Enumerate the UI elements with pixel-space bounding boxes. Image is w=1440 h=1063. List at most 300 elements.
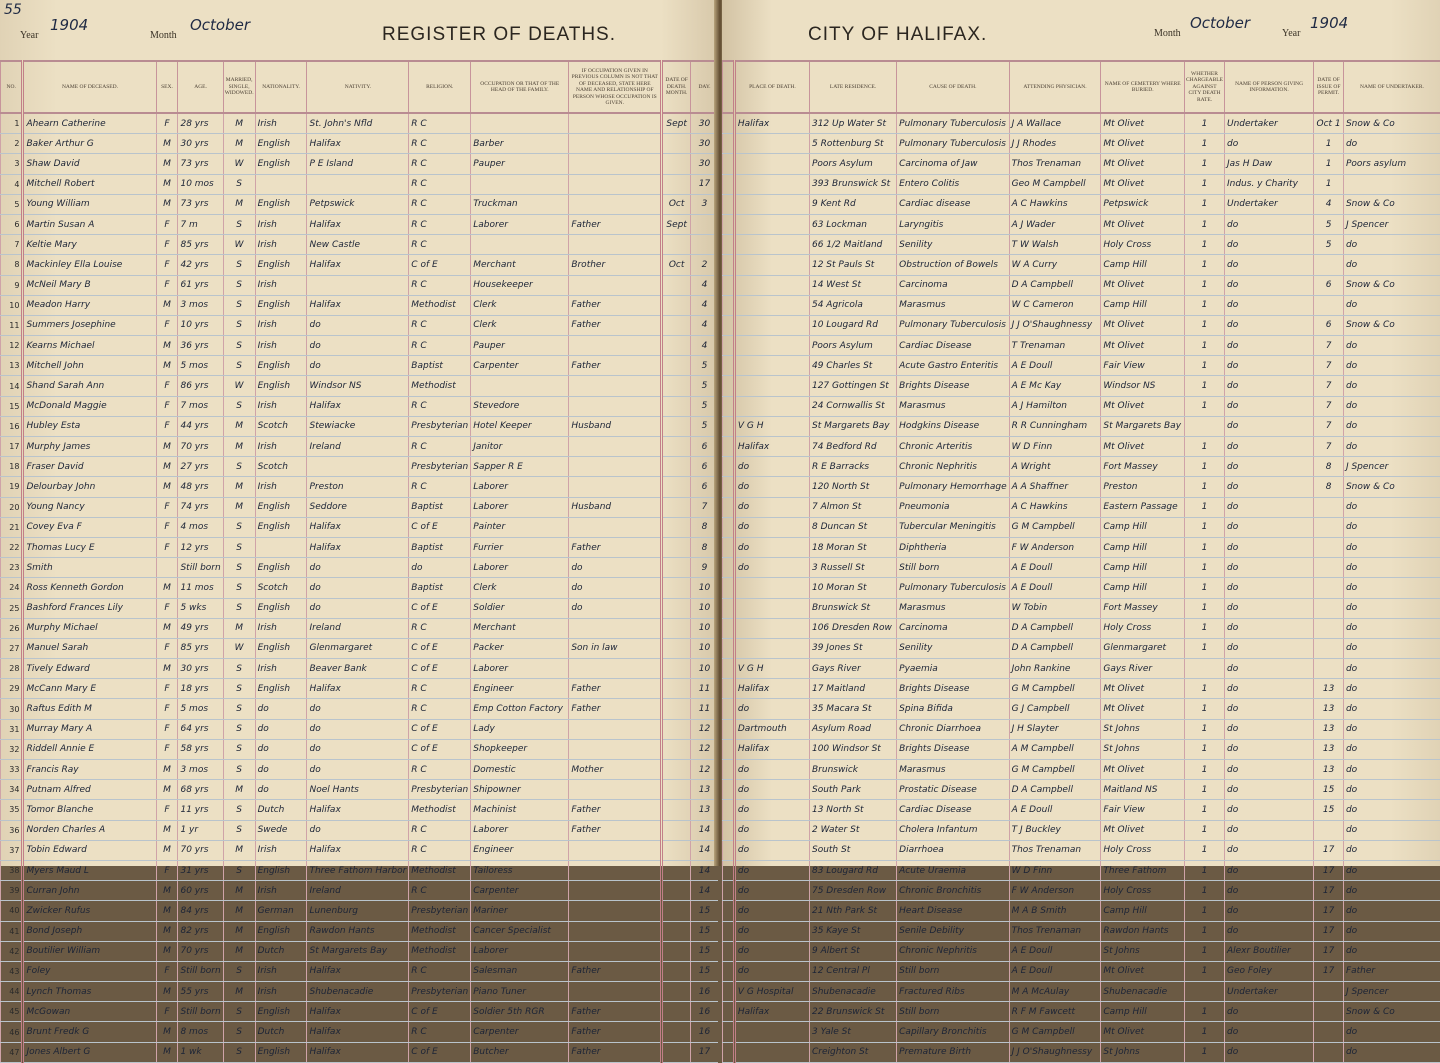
cell-informant: do xyxy=(1224,860,1313,880)
cell-occupation: Sapper R E xyxy=(471,457,569,477)
cell-religion: R C xyxy=(409,134,471,154)
cell-permit xyxy=(1314,820,1344,840)
cell-undertaker: do xyxy=(1343,396,1440,416)
cell-name: Francis Ray xyxy=(23,760,156,780)
cell-undertaker: do xyxy=(1343,376,1440,396)
cell-religion: C of E xyxy=(409,659,471,679)
entry-row-continued xyxy=(723,679,1440,699)
col-age: AGE. xyxy=(178,61,223,113)
right-month-label: Month xyxy=(1154,28,1181,39)
cell-religion: R C xyxy=(409,961,471,981)
entry-row-continued xyxy=(723,336,1440,356)
cell-status: S xyxy=(223,860,255,880)
cell-blank xyxy=(723,860,735,880)
cell-day: 10 xyxy=(690,598,718,618)
cell-cause: Heart Disease xyxy=(897,901,1009,921)
entry-row xyxy=(1,1002,719,1022)
col-name: NAME OF DECEASED. xyxy=(23,61,156,113)
cell-informant: do xyxy=(1224,537,1313,557)
cell-chargeable: 1 xyxy=(1185,537,1225,557)
entry-row-continued xyxy=(723,961,1440,981)
cell-no: 1 xyxy=(1,113,23,134)
cell-month xyxy=(662,437,691,457)
cell-place xyxy=(734,214,809,234)
cell-cause: Senility xyxy=(897,235,1009,255)
cell-nationality: do xyxy=(255,760,307,780)
cell-place xyxy=(734,618,809,638)
cell-nativity: do xyxy=(307,699,409,719)
cell-religion: R C xyxy=(409,760,471,780)
cell-cause: Cardiac Disease xyxy=(897,800,1009,820)
entry-row xyxy=(1,800,719,820)
cell-undertaker: do xyxy=(1343,780,1440,800)
cell-place: do xyxy=(734,760,809,780)
cell-month xyxy=(662,780,691,800)
cell-informant: do xyxy=(1224,336,1313,356)
cell-status: S xyxy=(223,255,255,275)
cell-permit xyxy=(1314,659,1344,679)
cell-nationality: English xyxy=(255,295,307,315)
cell-nativity: Halifax xyxy=(307,961,409,981)
cell-age: 5 mos xyxy=(178,356,223,376)
cell-informant: do xyxy=(1224,255,1313,275)
cell-status: S xyxy=(223,174,255,194)
cell-nationality: Dutch xyxy=(255,1022,307,1042)
cell-permit: 4 xyxy=(1314,194,1344,214)
cell-nativity: do xyxy=(307,356,409,376)
cell-age: 36 yrs xyxy=(178,336,223,356)
right-month-value: October xyxy=(1190,14,1250,32)
cell-status: M xyxy=(223,921,255,941)
cell-month xyxy=(662,396,691,416)
cell-nativity: Three Fathom Harbor xyxy=(307,860,409,880)
cell-nativity: Shubenacadie xyxy=(307,982,409,1002)
cell-undertaker: do xyxy=(1343,1042,1440,1062)
entry-row xyxy=(1,659,719,679)
cell-age: Still born xyxy=(178,558,223,578)
cell-chargeable: 1 xyxy=(1185,578,1225,598)
cell-religion: Presbyterian xyxy=(409,982,471,1002)
cell-informant: do xyxy=(1224,659,1313,679)
cell-physician: F W Anderson xyxy=(1009,881,1101,901)
entry-row xyxy=(1,537,719,557)
cell-age: 5 wks xyxy=(178,598,223,618)
cell-age: 44 yrs xyxy=(178,416,223,436)
cell-cause: Marasmus xyxy=(897,760,1009,780)
cell-residence: 106 Dresden Row xyxy=(809,618,896,638)
cell-chargeable: 1 xyxy=(1185,214,1225,234)
cell-name: Young Nancy xyxy=(23,497,156,517)
cell-residence: 49 Charles St xyxy=(809,356,896,376)
cell-relation: Father xyxy=(569,800,662,820)
cell-chargeable: 1 xyxy=(1185,336,1225,356)
cell-relation xyxy=(569,941,662,961)
cell-religion: Presbyterian xyxy=(409,416,471,436)
entry-row xyxy=(1,194,719,214)
cell-cause: Acute Gastro Enteritis xyxy=(897,356,1009,376)
cell-residence: 35 Macara St xyxy=(809,699,896,719)
cell-cause: Pulmonary Tuberculosis xyxy=(897,134,1009,154)
cell-place: do xyxy=(734,780,809,800)
cell-chargeable: 1 xyxy=(1185,194,1225,214)
cell-occupation: Barber xyxy=(471,134,569,154)
cell-residence: 63 Lockman xyxy=(809,214,896,234)
cell-residence: 9 Albert St xyxy=(809,941,896,961)
cell-occupation: Carpenter xyxy=(471,356,569,376)
cell-no: 27 xyxy=(1,638,23,658)
entry-row xyxy=(1,1022,719,1042)
cell-no: 15 xyxy=(1,396,23,416)
cell-place: do xyxy=(734,860,809,880)
cell-undertaker: do xyxy=(1343,638,1440,658)
cell-sex: M xyxy=(156,618,178,638)
cell-place xyxy=(734,134,809,154)
cell-permit: 6 xyxy=(1314,275,1344,295)
cell-chargeable: 1 xyxy=(1185,517,1225,537)
cell-relation xyxy=(569,477,662,497)
entry-row-continued xyxy=(723,477,1440,497)
cell-religion: R C xyxy=(409,699,471,719)
cell-age: 3 mos xyxy=(178,760,223,780)
cell-status: M xyxy=(223,901,255,921)
cell-residence: 3 Yale St xyxy=(809,1022,896,1042)
col-cause: CAUSE OF DEATH. xyxy=(897,61,1009,113)
entry-row xyxy=(1,255,719,275)
cell-place xyxy=(734,376,809,396)
cell-occupation xyxy=(471,235,569,255)
cell-informant: do xyxy=(1224,1042,1313,1062)
cell-blank xyxy=(723,437,735,457)
entry-row xyxy=(1,154,719,174)
cell-place xyxy=(734,174,809,194)
cell-cause: Spina Bifida xyxy=(897,699,1009,719)
cell-cause: Brights Disease xyxy=(897,739,1009,759)
cell-name: Mitchell Robert xyxy=(23,174,156,194)
city-title: CITY OF HALIFAX. xyxy=(808,24,987,46)
cell-name: Manuel Sarah xyxy=(23,638,156,658)
cell-residence: R E Barracks xyxy=(809,457,896,477)
cell-sex: M xyxy=(156,659,178,679)
cell-occupation: Laborer xyxy=(471,497,569,517)
col-residence: LATE RESIDENCE. xyxy=(809,61,896,113)
cell-religion: R C xyxy=(409,477,471,497)
cell-age: 12 yrs xyxy=(178,537,223,557)
cell-month xyxy=(662,154,691,174)
cell-residence: Asylum Road xyxy=(809,719,896,739)
cell-chargeable: 1 xyxy=(1185,820,1225,840)
cell-status: S xyxy=(223,1002,255,1022)
cell-nationality: Scotch xyxy=(255,578,307,598)
cell-chargeable: 1 xyxy=(1185,941,1225,961)
cell-nationality: Scotch xyxy=(255,416,307,436)
cell-chargeable: 1 xyxy=(1185,638,1225,658)
cell-chargeable: 1 xyxy=(1185,618,1225,638)
cell-sex: M xyxy=(156,134,178,154)
left-entries xyxy=(1,113,719,1062)
cell-day: 16 xyxy=(690,1002,718,1022)
cell-age: 42 yrs xyxy=(178,255,223,275)
cell-cemetery: Shubenacadie xyxy=(1101,982,1185,1002)
cell-sex: F xyxy=(156,537,178,557)
cell-age: 85 yrs xyxy=(178,235,223,255)
cell-cemetery: Mt Olivet xyxy=(1101,820,1185,840)
cell-physician: A E Mc Kay xyxy=(1009,376,1101,396)
cell-name: Murray Mary A xyxy=(23,719,156,739)
cell-permit xyxy=(1314,537,1344,557)
cell-permit: 17 xyxy=(1314,881,1344,901)
cell-physician: W D Finn xyxy=(1009,860,1101,880)
cell-relation xyxy=(569,780,662,800)
cell-cause: Pyaemia xyxy=(897,659,1009,679)
cell-day: 11 xyxy=(690,679,718,699)
cell-status: S xyxy=(223,739,255,759)
cell-blank xyxy=(723,416,735,436)
left-column-headers xyxy=(1,61,719,113)
cell-residence: 10 Lougard Rd xyxy=(809,315,896,335)
cell-name: Bond Joseph xyxy=(23,921,156,941)
page-number: 55 xyxy=(4,2,22,18)
cell-nationality: Irish xyxy=(255,235,307,255)
cell-status: M xyxy=(223,941,255,961)
cell-physician: M A B Smith xyxy=(1009,901,1101,921)
cell-undertaker: do xyxy=(1343,760,1440,780)
cell-undertaker: do xyxy=(1343,255,1440,275)
cell-day: 5 xyxy=(690,416,718,436)
cell-cause: Chronic Nephritis xyxy=(897,941,1009,961)
cell-chargeable: 1 xyxy=(1185,1042,1225,1062)
cell-physician: J J Rhodes xyxy=(1009,134,1101,154)
entry-row xyxy=(1,780,719,800)
cell-nativity: Halifax xyxy=(307,1002,409,1022)
cell-age: 5 mos xyxy=(178,699,223,719)
cell-nationality: Irish xyxy=(255,396,307,416)
cell-place: do xyxy=(734,537,809,557)
cell-nationality: Irish xyxy=(255,982,307,1002)
cell-undertaker: do xyxy=(1343,578,1440,598)
cell-undertaker: Snow & Co xyxy=(1343,194,1440,214)
cell-day: 10 xyxy=(690,659,718,679)
cell-day: 16 xyxy=(690,1022,718,1042)
cell-undertaker: do xyxy=(1343,860,1440,880)
cell-sex: F xyxy=(156,376,178,396)
cell-day: 15 xyxy=(690,961,718,981)
cell-cemetery: Holy Cross xyxy=(1101,618,1185,638)
cell-cause: Obstruction of Bowels xyxy=(897,255,1009,275)
cell-occupation: Laborer xyxy=(471,659,569,679)
cell-physician: J J O'Shaughnessy xyxy=(1009,315,1101,335)
cell-relation: do xyxy=(569,578,662,598)
cell-occupation: Carpenter xyxy=(471,1022,569,1042)
cell-residence: 12 St Pauls St xyxy=(809,255,896,275)
cell-name: Boutilier William xyxy=(23,941,156,961)
cell-chargeable: 1 xyxy=(1185,598,1225,618)
cell-cemetery: Mt Olivet xyxy=(1101,437,1185,457)
cell-cause: Capillary Bronchitis xyxy=(897,1022,1009,1042)
cell-blank xyxy=(723,719,735,739)
cell-place: do xyxy=(734,921,809,941)
cell-day: 5 xyxy=(690,376,718,396)
entry-row xyxy=(1,396,719,416)
cell-relation xyxy=(569,739,662,759)
cell-undertaker: Father xyxy=(1343,961,1440,981)
entry-row-continued xyxy=(723,315,1440,335)
cell-chargeable xyxy=(1185,982,1225,1002)
cell-permit xyxy=(1314,295,1344,315)
entry-row-continued xyxy=(723,437,1440,457)
cell-sex: M xyxy=(156,881,178,901)
cell-no: 8 xyxy=(1,255,23,275)
cell-religion: C of E xyxy=(409,1042,471,1062)
cell-relation xyxy=(569,618,662,638)
cell-undertaker: do xyxy=(1343,921,1440,941)
cell-sex: M xyxy=(156,941,178,961)
cell-relation xyxy=(569,235,662,255)
cell-day: 13 xyxy=(690,780,718,800)
cell-age: 85 yrs xyxy=(178,638,223,658)
cell-blank xyxy=(723,739,735,759)
cell-informant: do xyxy=(1224,800,1313,820)
cell-name: Lynch Thomas xyxy=(23,982,156,1002)
cell-nativity: Halifax xyxy=(307,800,409,820)
cell-place: do xyxy=(734,840,809,860)
cell-name: Thomas Lucy E xyxy=(23,537,156,557)
cell-chargeable: 1 xyxy=(1185,699,1225,719)
cell-place: do xyxy=(734,901,809,921)
cell-undertaker: do xyxy=(1343,941,1440,961)
cell-nativity: Glenmargaret xyxy=(307,638,409,658)
cell-informant: do xyxy=(1224,275,1313,295)
cell-religion: Methodist xyxy=(409,376,471,396)
cell-sex: M xyxy=(156,760,178,780)
cell-residence: 312 Up Water St xyxy=(809,113,896,134)
cell-name: McDonald Maggie xyxy=(23,396,156,416)
cell-religion: Presbyterian xyxy=(409,901,471,921)
cell-place: do xyxy=(734,941,809,961)
cell-chargeable: 1 xyxy=(1185,780,1225,800)
col-nativity: NATIVITY. xyxy=(307,61,409,113)
cell-name: Delourbay John xyxy=(23,477,156,497)
cell-informant: do xyxy=(1224,315,1313,335)
cell-nativity: Halifax xyxy=(307,1042,409,1062)
cell-month xyxy=(662,477,691,497)
cell-permit: 1 xyxy=(1314,174,1344,194)
cell-chargeable: 1 xyxy=(1185,295,1225,315)
col-relation: IF OCCUPATION GIVEN IN PREVIOUS COLUMN IS NOT THAT OF DECEASED, STATE HERE NAME AND RELATIONSHIP OF PERSON WHOSE OCCUPATION IS GIVEN. xyxy=(569,61,662,113)
entry-row xyxy=(1,941,719,961)
cell-status: W xyxy=(223,235,255,255)
cell-cause: Cardiac Disease xyxy=(897,336,1009,356)
cell-name: Mitchell John xyxy=(23,356,156,376)
cell-cause: Marasmus xyxy=(897,598,1009,618)
cell-nationality: Irish xyxy=(255,618,307,638)
cell-occupation: Merchant xyxy=(471,255,569,275)
cell-informant: do xyxy=(1224,699,1313,719)
cell-place: Halifax xyxy=(734,679,809,699)
cell-cause: Laryngitis xyxy=(897,214,1009,234)
cell-relation xyxy=(569,840,662,860)
cell-no: 37 xyxy=(1,840,23,860)
entry-row-continued xyxy=(723,901,1440,921)
cell-occupation: Mariner xyxy=(471,901,569,921)
cell-religion: R C xyxy=(409,154,471,174)
cell-place: Halifax xyxy=(734,113,809,134)
cell-occupation: Housekeeper xyxy=(471,275,569,295)
cell-occupation: Shipowner xyxy=(471,780,569,800)
cell-residence: 21 Nth Park St xyxy=(809,901,896,921)
cell-place xyxy=(734,356,809,376)
cell-nativity: Ireland xyxy=(307,437,409,457)
cell-no: 42 xyxy=(1,941,23,961)
cell-chargeable: 1 xyxy=(1185,840,1225,860)
entry-row xyxy=(1,113,719,134)
cell-religion: R C xyxy=(409,1022,471,1042)
cell-no: 25 xyxy=(1,598,23,618)
entry-row xyxy=(1,699,719,719)
cell-occupation: Furrier xyxy=(471,537,569,557)
entry-row xyxy=(1,275,719,295)
year-value: 1904 xyxy=(50,16,88,34)
entry-row-continued xyxy=(723,497,1440,517)
entry-row-continued xyxy=(723,174,1440,194)
cell-age: 7 mos xyxy=(178,396,223,416)
cell-day: 6 xyxy=(690,457,718,477)
cell-status: M xyxy=(223,437,255,457)
cell-chargeable: 1 xyxy=(1185,477,1225,497)
cell-religion: R C xyxy=(409,336,471,356)
cell-undertaker: do xyxy=(1343,558,1440,578)
cell-nativity: Petpswick xyxy=(307,194,409,214)
cell-cemetery: St Johns xyxy=(1101,941,1185,961)
entry-row xyxy=(1,921,719,941)
cell-undertaker: Snow & Co xyxy=(1343,315,1440,335)
cell-no: 20 xyxy=(1,497,23,517)
cell-month xyxy=(662,638,691,658)
cell-month: Oct xyxy=(662,194,691,214)
entry-row xyxy=(1,820,719,840)
cell-day: 12 xyxy=(690,739,718,759)
cell-residence: Creighton St xyxy=(809,1042,896,1062)
cell-sex: F xyxy=(156,113,178,134)
cell-sex: F xyxy=(156,275,178,295)
cell-undertaker: do xyxy=(1343,416,1440,436)
cell-place xyxy=(734,255,809,275)
cell-chargeable: 1 xyxy=(1185,275,1225,295)
cell-chargeable: 1 xyxy=(1185,1022,1225,1042)
entry-row-continued xyxy=(723,659,1440,679)
cell-permit: 17 xyxy=(1314,961,1344,981)
cell-occupation: Laborer xyxy=(471,941,569,961)
cell-relation: Husband xyxy=(569,416,662,436)
cell-religion: R C xyxy=(409,235,471,255)
cell-cemetery: Mt Olivet xyxy=(1101,113,1185,134)
entry-row xyxy=(1,638,719,658)
cell-informant: do xyxy=(1224,134,1313,154)
cell-chargeable: 1 xyxy=(1185,315,1225,335)
cell-undertaker: do xyxy=(1343,517,1440,537)
cell-relation: Father xyxy=(569,961,662,981)
cell-month: Oct xyxy=(662,255,691,275)
cell-informant: Undertaker xyxy=(1224,194,1313,214)
cell-religion: R C xyxy=(409,881,471,901)
cell-blank xyxy=(723,255,735,275)
cell-day: 4 xyxy=(690,295,718,315)
cell-place xyxy=(734,1042,809,1062)
cell-month xyxy=(662,558,691,578)
cell-sex: F xyxy=(156,315,178,335)
cell-nationality: do xyxy=(255,739,307,759)
cell-nationality: English xyxy=(255,1002,307,1022)
cell-occupation: Piano Tuner xyxy=(471,982,569,1002)
